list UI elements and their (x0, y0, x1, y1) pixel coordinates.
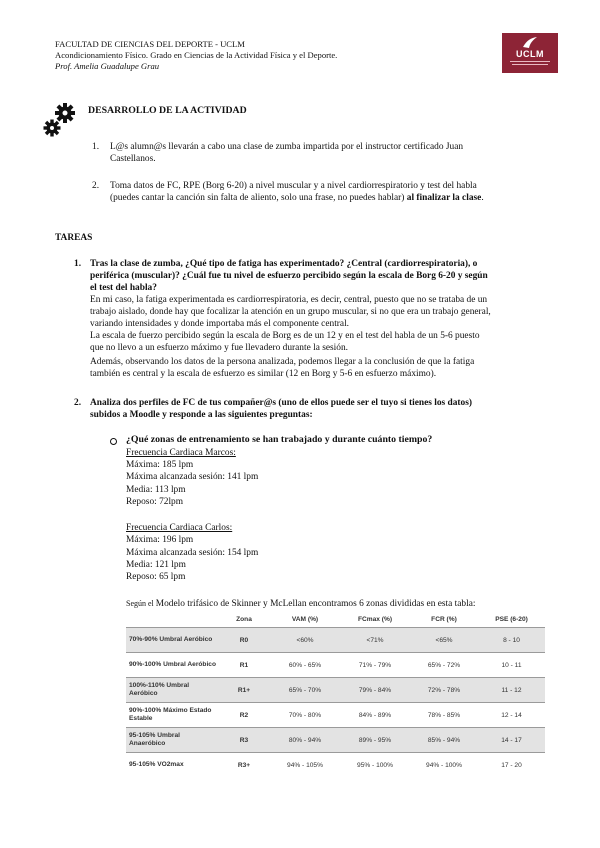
logo-emblem-icon (521, 36, 539, 49)
header-fcr: FCR (%) (431, 616, 457, 623)
activity-item-1-line1: L@s alumn@s llevarán a cabo una clase de zumba impartida por el instructor certificado Juan (110, 142, 464, 152)
zone-fcr: 85% - 94% (410, 728, 478, 753)
marcos-line: Reposo: 72lpm (126, 497, 184, 507)
question-number: 1. (74, 259, 82, 269)
header-zona: Zona (236, 616, 252, 623)
training-zones-table (126, 612, 545, 777)
activity-item-1-line2: Castellanos. (110, 154, 156, 164)
carlos-line: Reposo: 65 lpm (126, 572, 186, 582)
header-fcmax: FCmax (%) (357, 616, 393, 623)
marcos-line: Máxima: 185 lpm (126, 460, 194, 470)
zone-code: R3+ (218, 753, 270, 778)
answer-line: que no llevo a un esfuerzo máximo y fue llevadero durante la sesión. (90, 343, 348, 353)
zone-code: R2 (218, 703, 270, 728)
logo-text: UCLM (516, 49, 544, 59)
activity-item-number: 2. (92, 181, 100, 191)
zone-vam: 94% - 105% (270, 753, 340, 778)
answer-line: también es central y la escala de esfuerzo es similar (12 en Borg y 5-6 en esfuerzo máximo). (90, 369, 437, 379)
zone-name: 95-105% VO2max (126, 753, 218, 778)
answer-line: La escala de fuerzo percibido según la escala de Borg es de un 12 y en el test del habla de un 5-6 puesto (90, 331, 480, 341)
carlos-line: Máxima alcanzada sesión: 154 lpm (126, 548, 259, 558)
zone-fcr: 78% - 85% (410, 703, 478, 728)
tasks-title: TAREAS (55, 233, 93, 243)
professor-name: Prof. Amelia Guadalupe Grau (55, 61, 160, 71)
zone-pse: 11 - 12 (478, 678, 545, 703)
zone-name: 90%-100% Umbral Aeróbico (126, 653, 218, 678)
faculty-name: FACULTAD DE CIENCIAS DEL DEPORTE - UCLM (55, 39, 245, 49)
zone-vam: 80% - 94% (270, 728, 340, 753)
activity-item-2-line1: Toma datos de FC, RPE (Borg 6-20) a nivel muscular y a nivel cardiorrespiratorio y test del habla (110, 181, 477, 191)
zone-name: 100%-110% Umbral Aeróbico (126, 678, 218, 703)
zone-code: R1 (218, 653, 270, 678)
zone-pse: 17 - 20 (478, 753, 545, 778)
course-name: Acondicionamiento Físico. Grado en Ciencias de la Actividad Física y el Deporte. (55, 50, 338, 60)
q1-line: el test del habla? (90, 283, 157, 293)
q2-line: subidos a Moodle y responde a las siguientes preguntas: (90, 410, 313, 420)
zone-fcmax: 95% - 100% (340, 753, 410, 778)
model-text: Según el Modelo trifásico de Skinner y McLellan encontramos 6 zonas divididas en esta tabla: (126, 599, 476, 609)
answer-line: Además, observando los datos de la persona analizada, podemos llegar a la conclusión de que la fatiga (90, 357, 475, 367)
sub-question: ¿Qué zonas de entrenamiento se han trabajado y durante cuánto tiempo? (126, 434, 433, 445)
q1-line: periférica (muscular)? ¿Cuál fue tu nivel de esfuerzo percibido según la escala de Borg 6-20 y según (90, 271, 488, 281)
zone-fcmax: 79% - 84% (340, 678, 410, 703)
zone-fcr: 94% - 100% (410, 753, 478, 778)
q2-line: Analiza dos perfiles de FC de tus compañer@s (uno de ellos puede ser el tuyo si tienes los datos) (90, 398, 472, 408)
carlos-title: Frecuencia Cardiaca Carlos: (126, 523, 233, 533)
uclm-logo (502, 33, 558, 73)
activity-item-2-line2: (puedes cantar la canción sin falta de aliento, solo una frase, no puedes hablar) al finalizar la clase. (110, 193, 484, 203)
zone-pse: 8 - 10 (478, 628, 545, 653)
marcos-line: Máxima alcanzada sesión: 141 lpm (126, 472, 259, 482)
zone-code: R3 (218, 728, 270, 753)
zone-name: 70%-90% Umbral Aeróbico (126, 628, 218, 653)
zone-pse: 12 - 14 (478, 703, 545, 728)
carlos-line: Máxima: 196 lpm (126, 535, 194, 545)
answer-line: variando intensidades y donde importaba más el componente central. (90, 319, 350, 329)
marcos-title: Frecuencia Cardiaca Marcos: (126, 448, 236, 458)
zone-name: 90%-100% Máximo Estado Estable (126, 703, 218, 728)
zone-pse: 14 - 17 (478, 728, 545, 753)
header-name (126, 612, 218, 628)
bold-phrase: al finalizar la clase (406, 193, 482, 203)
zone-vam: <60% (270, 628, 340, 653)
table-row (126, 628, 545, 653)
header-vam: VAM (%) (291, 616, 319, 623)
zone-vam: 60% - 65% (270, 653, 340, 678)
zone-pse: 10 - 11 (478, 653, 545, 678)
zone-fcmax: 84% - 89% (340, 703, 410, 728)
marcos-line: Media: 113 lpm (126, 485, 186, 495)
q1-line: Tras la clase de zumba, ¿Qué tipo de fatiga has experimentado? ¿Central (cardiorrespiratoria), o (90, 259, 478, 269)
zone-fcr: 72% - 78% (410, 678, 478, 703)
table-row (126, 678, 545, 703)
zone-vam: 70% - 80% (270, 703, 340, 728)
zone-vam: 65% - 70% (270, 678, 340, 703)
table-row (126, 703, 545, 728)
bullet-icon (110, 438, 117, 445)
zone-fcr: <65% (410, 628, 478, 653)
zone-code: R1+ (218, 678, 270, 703)
table-row (126, 728, 545, 753)
answer-line: En mi caso, la fatiga experimentada es cardiorrespiratoria, es decir, central, puesto que no se trataba de un (90, 295, 488, 305)
header-pse: PSE (6-20) (495, 616, 528, 623)
activity-item-number: 1. (92, 142, 100, 152)
gears-icon (43, 102, 77, 138)
zone-fcr: 65% - 72% (410, 653, 478, 678)
zone-code: R0 (218, 628, 270, 653)
table-header-row (126, 612, 545, 628)
question-number: 2. (74, 398, 82, 408)
zone-fcmax: <71% (340, 628, 410, 653)
answer-line: trabajo aislado, donde hay que focalizar la atención en un grupo muscular, si no que era un trabajo general, (90, 307, 491, 317)
carlos-line: Media: 121 lpm (126, 560, 186, 570)
activity-title: DESARROLLO DE LA ACTIVIDAD (88, 105, 247, 116)
zone-fcmax: 89% - 95% (340, 728, 410, 753)
table-row (126, 753, 545, 778)
zone-name: 95-105% Umbral Anaeróbico (126, 728, 218, 753)
table-row (126, 653, 545, 678)
zone-fcmax: 71% - 79% (340, 653, 410, 678)
